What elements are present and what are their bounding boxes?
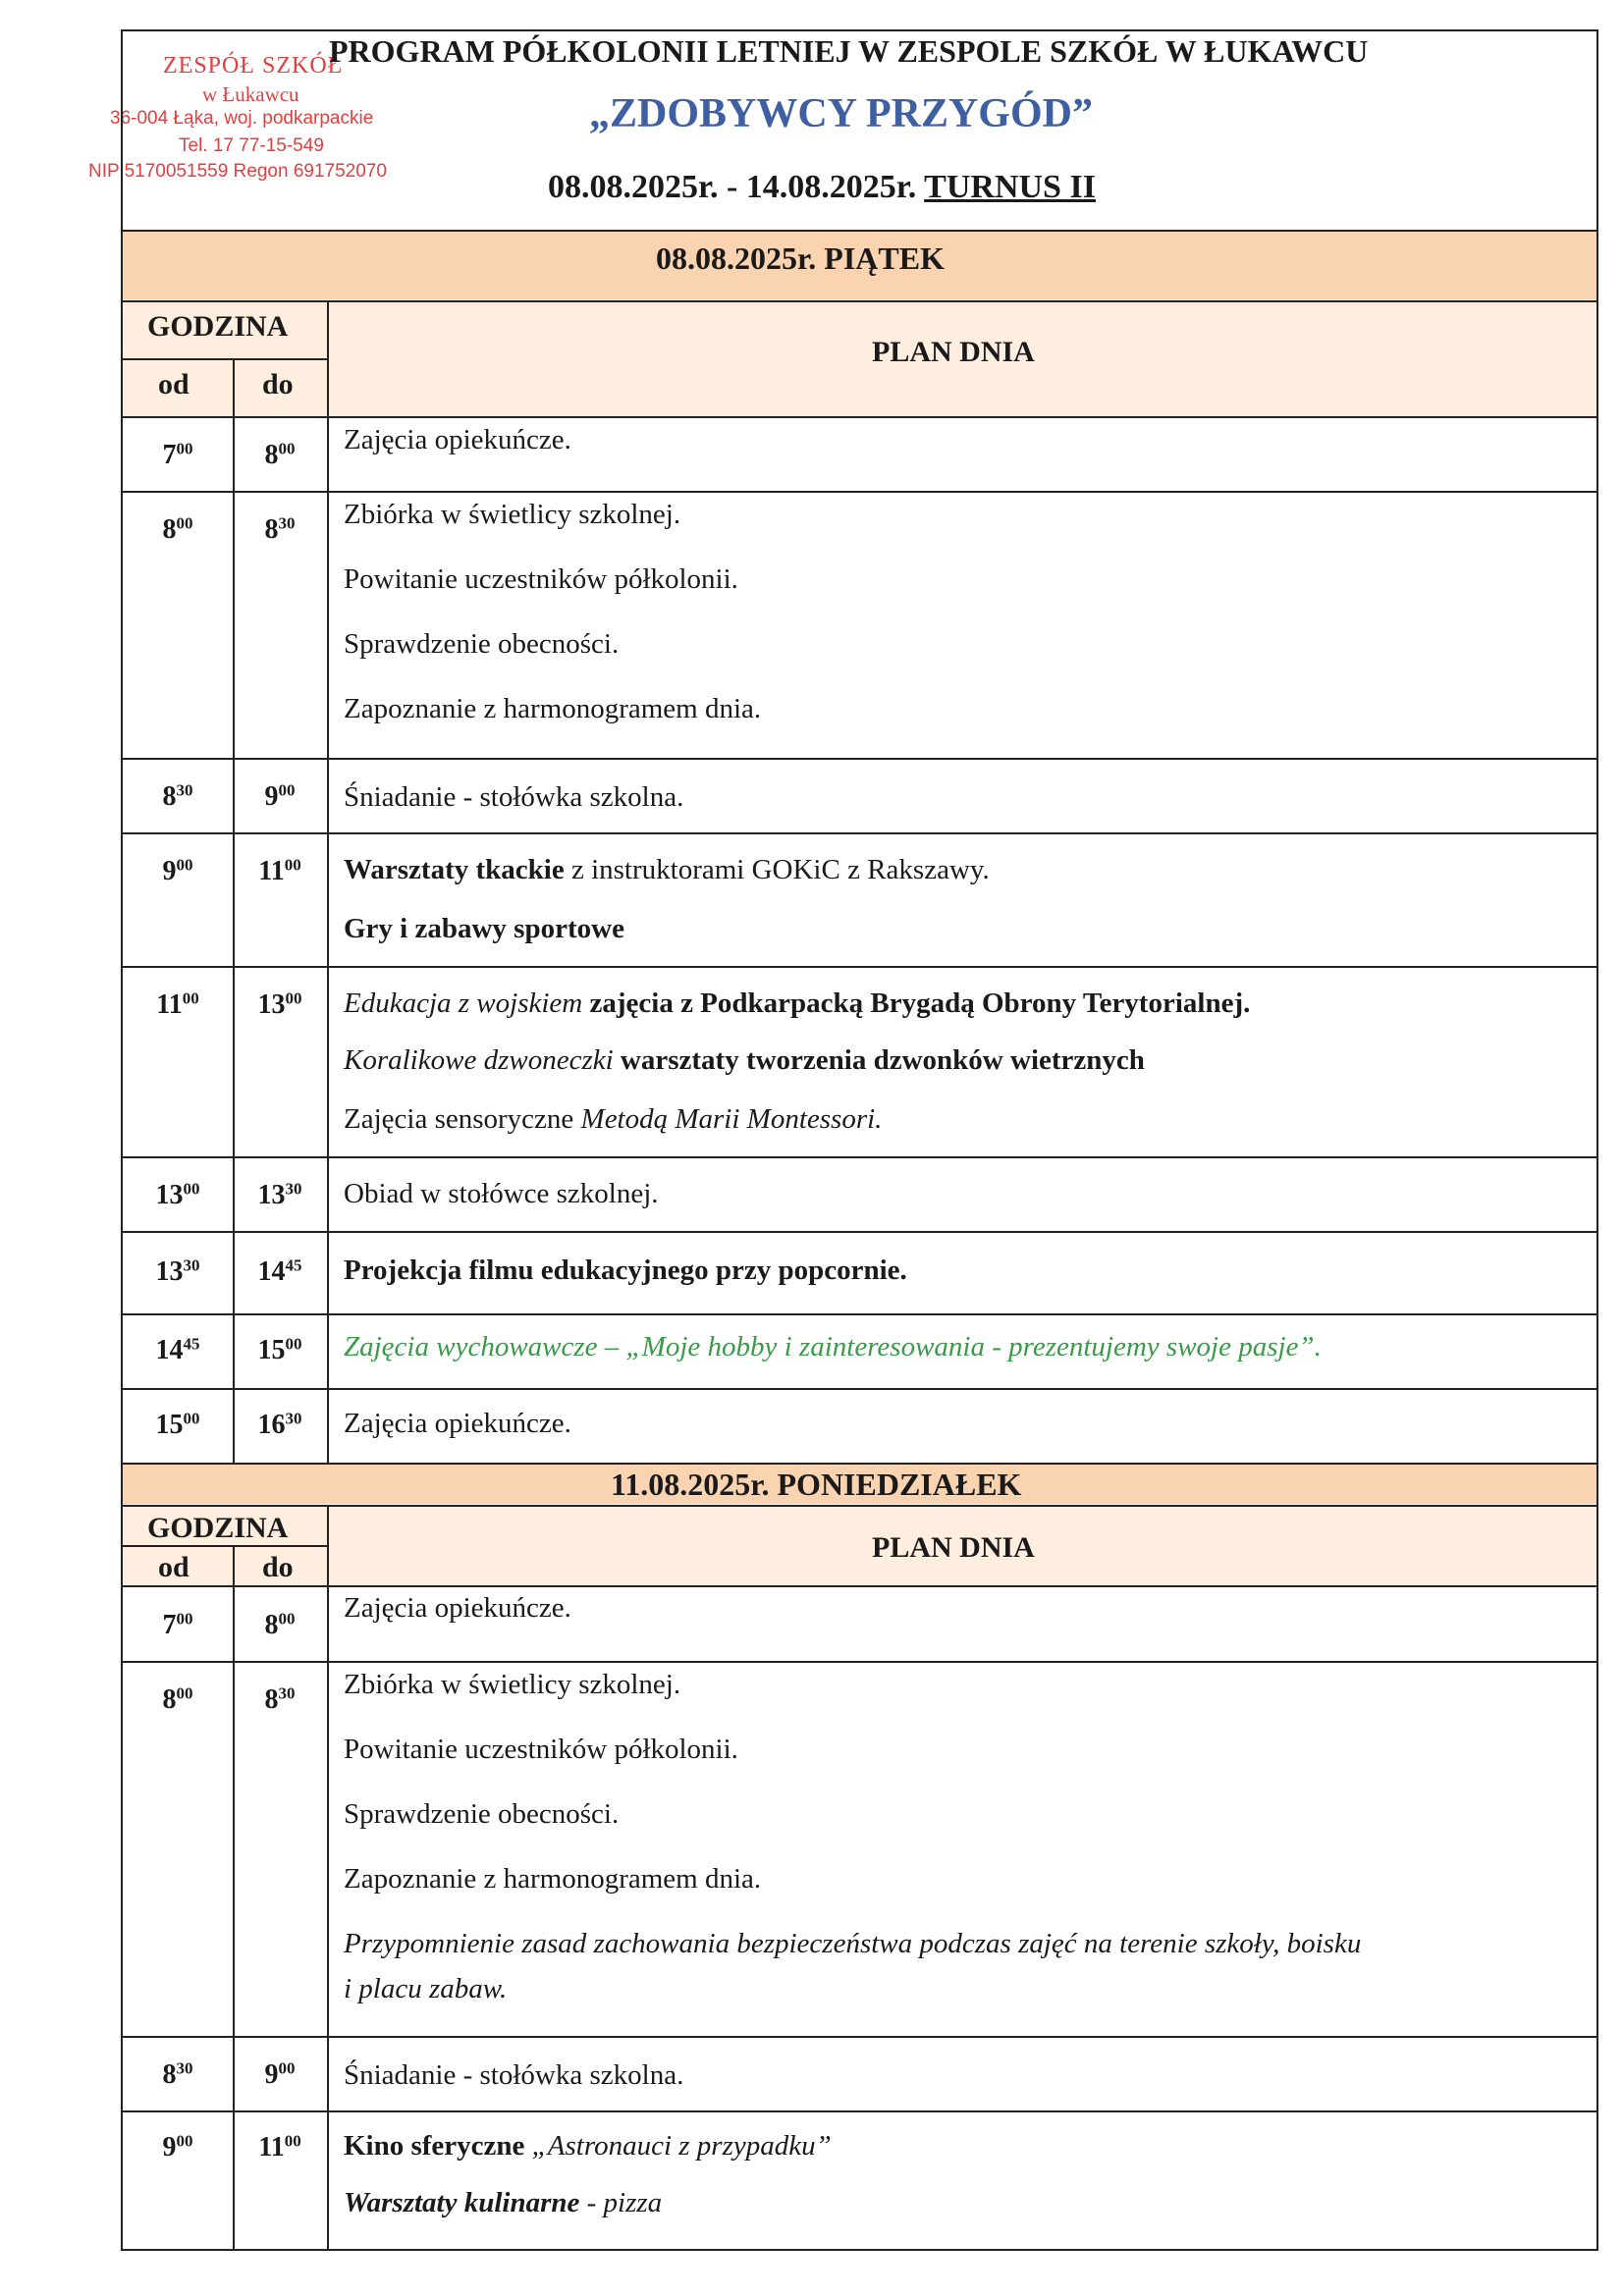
day1-hour-label: GODZINA <box>147 310 289 343</box>
page-title: PROGRAM PÓŁKOLONII LETNIEJ W ZESPOLE SZKÓŁ W ŁUKAWCU <box>329 33 1369 69</box>
activity-line: Warsztaty kulinarne - pizza <box>344 2187 663 2218</box>
time-from: $15^{00}$ <box>155 1409 200 1440</box>
activity-line: Zapoznanie z harmonogramem dnia. <box>344 1863 762 1895</box>
turn-label: TURNUS II <box>924 169 1096 205</box>
day1-from-label: od <box>158 368 189 400</box>
time-to: $15^{00}$ <box>257 1334 302 1365</box>
time-from: $13^{00}$ <box>155 1179 200 1210</box>
day2-colheader-band <box>123 1506 1596 1585</box>
stamp-address: 36-004 Łąka, woj. podkarpackie <box>110 108 374 129</box>
time-to: $8^{30}$ <box>264 513 296 545</box>
stamp-ids: NIP 5170051559 Regon 691752070 <box>88 161 387 182</box>
stamp-phone: Tel. 17 77-15-549 <box>179 135 324 156</box>
day1-plan-label: PLAN DNIA <box>872 336 1035 368</box>
program-subtitle: „ZDOBYWCY PRZYGÓD” <box>589 91 1093 136</box>
day2-to-label: do <box>262 1551 294 1583</box>
time-from: $7^{00}$ <box>162 1609 193 1640</box>
activity-line: Śniadanie - stołówka szkolna. <box>344 781 684 813</box>
activity-line: Zajęcia wychowawcze – „Moje hobby i zainteresowania - prezentujemy swoje pasje”. <box>344 1331 1322 1362</box>
day1-to-label: do <box>262 368 294 400</box>
activity-line: Przypomnienie zasad zachowania bezpieczeństwa podczas zajęć na terenie szkoły, boisku <box>344 1928 1362 1959</box>
activity-line: Zajęcia opiekuńcze. <box>344 1592 571 1624</box>
activity-line: Koralikowe dzwoneczki warsztaty tworzenia dzwonków wietrznych <box>344 1044 1145 1076</box>
activity-line: Zapoznanie z harmonogramem dnia. <box>344 693 762 724</box>
time-to: $8^{30}$ <box>264 1683 296 1715</box>
time-to: $9^{00}$ <box>264 2058 296 2090</box>
activity-line: Projekcja filmu edukacyjnego przy popcornie. <box>344 1255 907 1286</box>
time-from: $11^{00}$ <box>156 988 199 1020</box>
activity-line: Warsztaty tkackie z instruktorami GOKiC z Rakszawy. <box>344 854 990 885</box>
time-to: $9^{00}$ <box>264 780 296 812</box>
activity-line: Zbiórka w świetlicy szkolnej. <box>344 1669 681 1700</box>
time-from: $8^{00}$ <box>162 1683 193 1715</box>
day1-colheader-band <box>123 301 1596 416</box>
activity-line: Sprawdzenie obecności. <box>344 628 620 660</box>
date-range: 08.08.2025r. - 14.08.2025r. <box>548 169 917 205</box>
time-from: $14^{45}$ <box>155 1334 200 1365</box>
time-from: $9^{00}$ <box>162 855 193 886</box>
time-from: $8^{00}$ <box>162 513 193 545</box>
day2-hour-label: GODZINA <box>147 1512 289 1544</box>
activity-line: Powitanie uczestników półkolonii. <box>344 563 738 595</box>
activity-line: i placu zabaw. <box>344 1973 508 2004</box>
day1-title: 08.08.2025r. PIĄTEK <box>656 240 945 276</box>
activity-line: Obiad w stołówce szkolnej. <box>344 1178 659 1209</box>
time-to: $8^{00}$ <box>264 439 296 470</box>
time-to: $11^{00}$ <box>258 855 301 886</box>
stamp-town: w Łukawcu <box>202 82 299 106</box>
activity-line: Śniadanie - stołówka szkolna. <box>344 2059 684 2091</box>
time-to: $11^{00}$ <box>258 2131 301 2163</box>
day2-plan-label: PLAN DNIA <box>872 1531 1035 1564</box>
time-to: $14^{45}$ <box>257 1255 302 1287</box>
activity-line: Zajęcia opiekuńcze. <box>344 1408 571 1439</box>
time-to: $13^{00}$ <box>257 988 302 1020</box>
activity-line: Sprawdzenie obecności. <box>344 1798 620 1830</box>
activity-line: Gry i zabawy sportowe <box>344 913 624 944</box>
day2-from-label: od <box>158 1551 189 1583</box>
time-from: $13^{30}$ <box>155 1255 200 1287</box>
activity-line: Kino sferyczne „Astronauci z przypadku” <box>344 2130 832 2162</box>
time-to: $13^{30}$ <box>257 1179 302 1210</box>
time-to: $8^{00}$ <box>264 1609 296 1640</box>
time-from: $8^{30}$ <box>162 780 193 812</box>
time-to: $16^{30}$ <box>257 1409 302 1440</box>
time-from: $9^{00}$ <box>162 2131 193 2163</box>
stamp-name: ZESPÓŁ SZKÓŁ <box>163 53 344 79</box>
day2-title: 11.08.2025r. PONIEDZIAŁEK <box>611 1467 1022 1502</box>
time-from: $8^{30}$ <box>162 2058 193 2090</box>
activity-line: Zajęcia opiekuńcze. <box>344 424 571 455</box>
activity-line: Edukacja z wojskiem zajęcia z Podkarpacką Brygadą Obrony Terytorialnej. <box>344 988 1251 1019</box>
time-from: $7^{00}$ <box>162 439 193 470</box>
activity-line: Zajęcia sensoryczne Metodą Marii Montessori. <box>344 1103 883 1135</box>
activity-line: Zbiórka w świetlicy szkolnej. <box>344 499 681 530</box>
activity-line: Powitanie uczestników półkolonii. <box>344 1734 738 1765</box>
